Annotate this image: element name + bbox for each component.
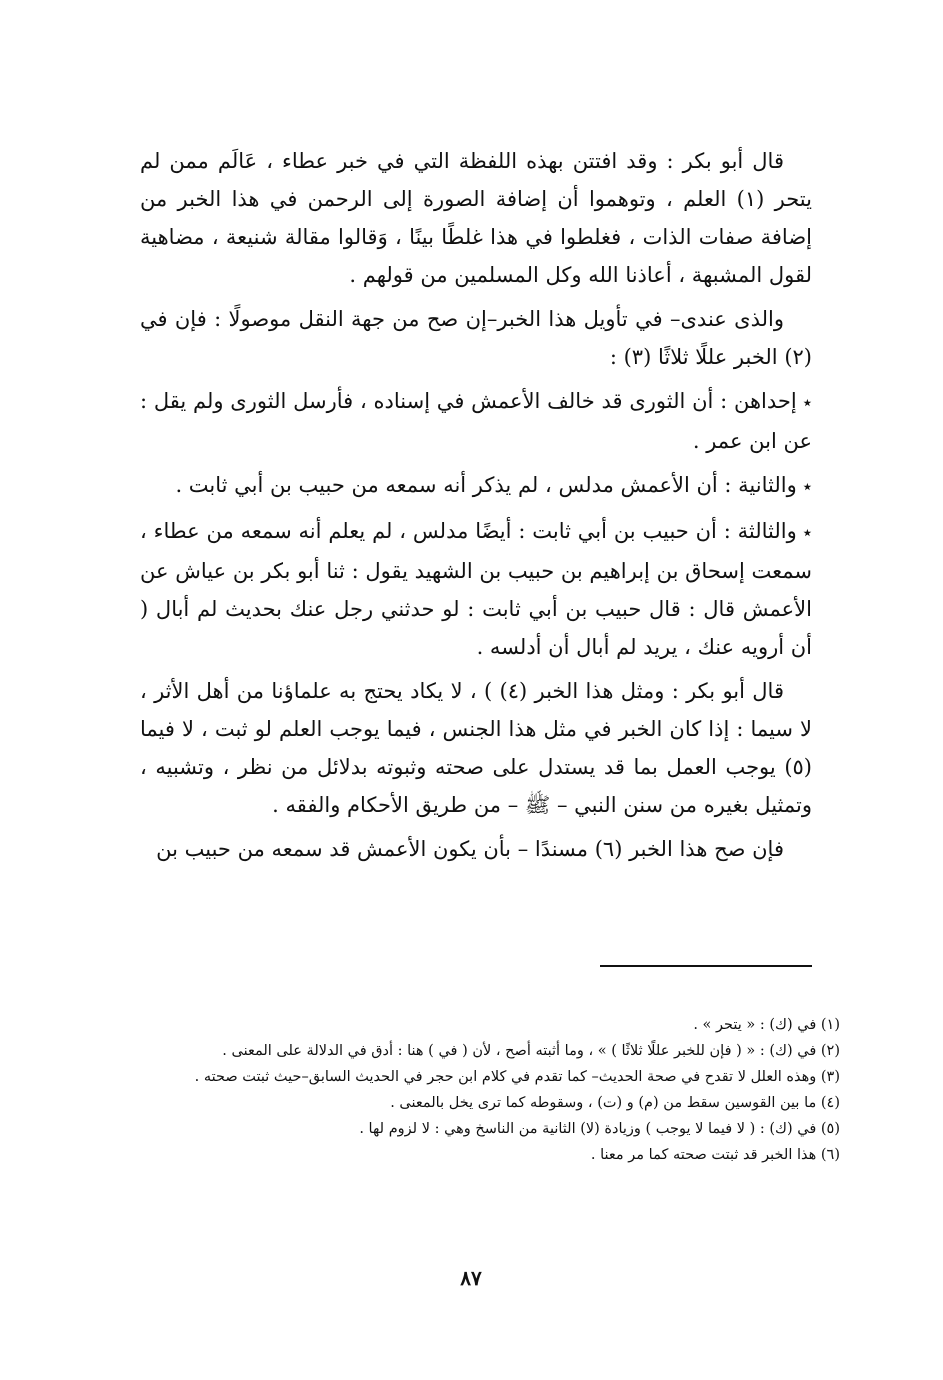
paragraph-1: قال أبو بكر : وقد افتتن بهذه اللفظة التي في خبر عطاء ، عَالَم ممن لم يتحر (١) العلم ، وتوهموا أن إضافة الصورة إلى الرحمن في هذا الخبر من إضافة صفات الذات ، فغلطوا في هذا غلطًا بينًا ، وَقالوا مقالة شنيعة ، مضاهية لقول المشبهة ، أعاذنا الله وكل المسلمين من قولهم . [140,149,812,287]
footnotes [120,1012,840,1168]
footnote-3: (٣) وهذه العلل لا تقدح في صحة الحديث– كما تقدم في كلام ابن حجر في الحديث السابق–حيث ثبتت صحته . [194,1069,840,1085]
main-text [140,142,812,874]
paragraph-4 [140,466,812,506]
footnote-6: (٦) هذا الخبر قد ثبتت صحته كما مر معنا . [590,1147,840,1163]
footnote-5: (٥) في (ك) : ( لا فيما لا يوجب ) وزيادة (لا) الثانية من الناسخ وهي : لا لزوم لها . [359,1121,840,1137]
paragraph-6: قال أبو بكر : ومثل هذا الخبر (٤) ) ، لا يكاد يحتج به علماؤنا من أهل الأثر ، لا سيما : إذا كان الخبر في مثل هذا الجنس ، فيما يوجب العلم لو ثبت ، لا فيما (٥) يوجب العمل بما قد يستدل على صحته وثبوته بدلائل من نظر ، وتشبيه ، وتمثيل بغيره من سنن النبي – ﷺ – من طريق الأحكام والفقه . [140,679,812,817]
footnote-1: (١) في (ك) : « يتحر » . [693,1017,840,1033]
paragraph-5 [140,512,812,666]
paragraph-2: والذى عندى– في تأويل هذا الخبر–إن صح من جهة النقل موصولًا : فإن في (٢) الخبر عللًا ثلاثًا (٣) : [140,307,812,369]
paragraph-4-text: والثانية : أن الأعمش مدلس ، لم يذكر أنه سمعه من حبيب بن أبي ثابت . [175,473,797,497]
footnote-4: (٤) ما بين القوسين سقط من (م) و (ت) ، وسقوطه كما ترى يخل بالمعنى . [390,1095,840,1111]
paragraph-3-text: إحداهن : أن الثورى قد خالف الأعمش في إسناده ، فأرسل الثورى ولم يقل : عن ابن عمر . [140,389,812,453]
paragraph-5-text: والثالثة : أن حبيب بن أبي ثابت : أيضًا مدلس ، لم يعلم أنه سمعه من عطاء ، سمعت إسحاق بن إبراهيم بن حبيب بن الشهيد يقول : ثنا أبو بكر بن عياش عن الأعمش قال : قال حبيب بن أبي ثابت : لو حدثني رجل عنك بحديث لم أبال ( أن أرويه عنك ، يريد لم أبال أن أدلسه . [140,519,812,659]
bullet-star-icon: ٭ [802,393,812,413]
paragraph-3 [140,382,812,460]
bullet-star-icon: ٭ [802,477,812,497]
page-number: ٨٧ [460,1266,482,1290]
bullet-star-icon: ٭ [802,523,812,543]
footnote-separator [600,965,812,967]
paragraph-7: فإن صح هذا الخبر (٦) مسندًا – بأن يكون الأعمش قد سمعه من حبيب بن [156,837,784,861]
footnote-2: (٢) في (ك) : « ( فإن للخبر عللًا ثلاثًا ) » ، وما أثبته أصح ، لأن ( في ) هنا : أدق في الدلالة على المعنى . [222,1043,840,1059]
